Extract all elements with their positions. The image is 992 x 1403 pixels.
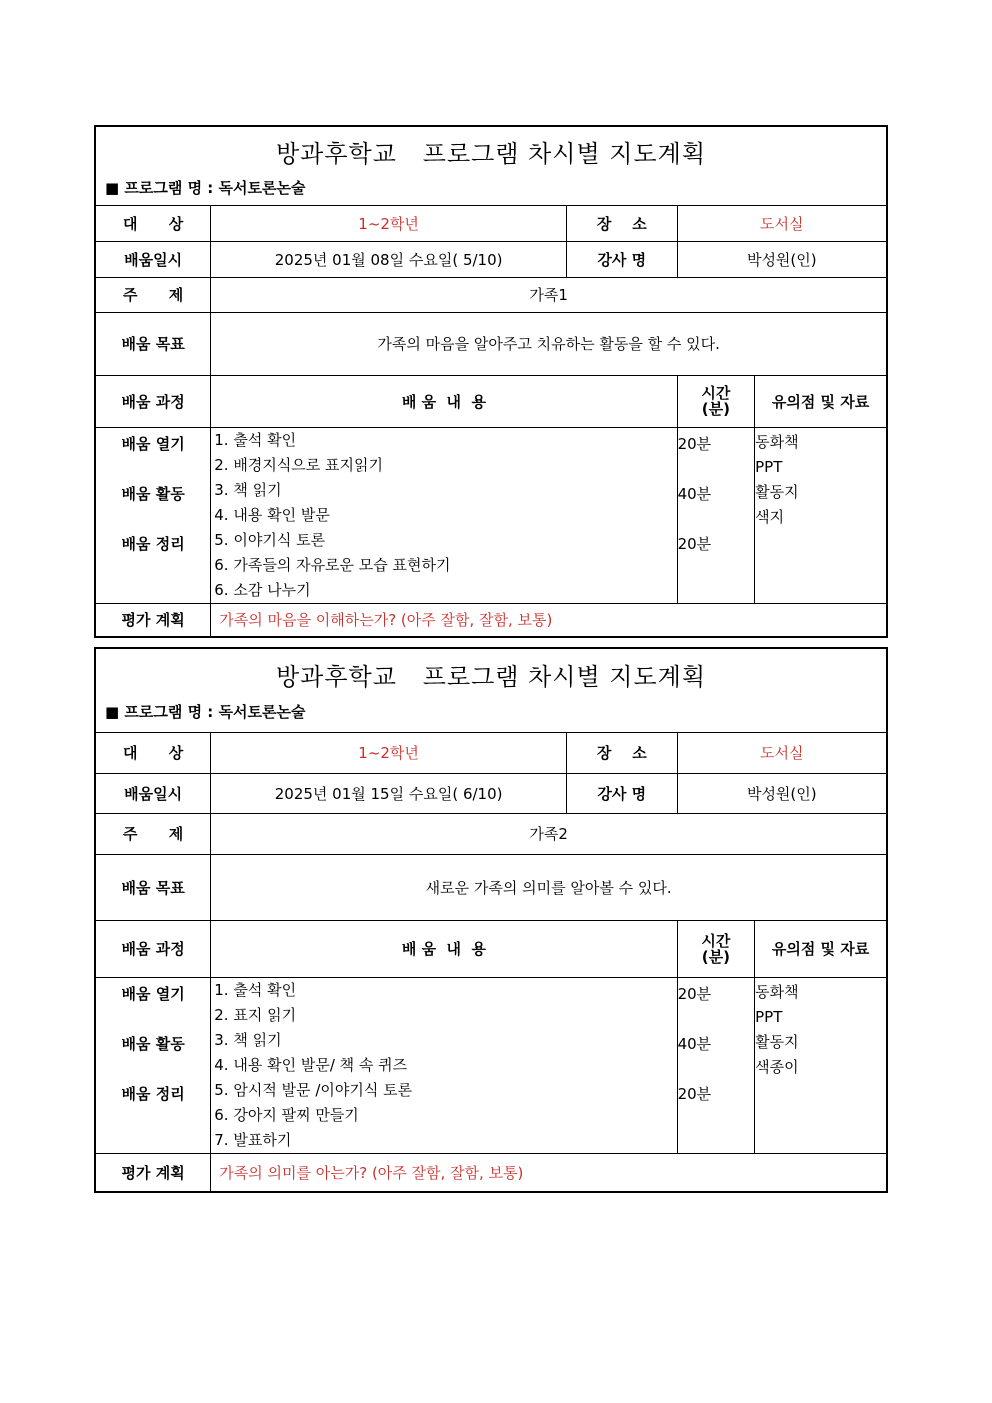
time-value: 40분 <box>677 484 712 503</box>
time-value: 20분 <box>677 1084 712 1103</box>
content-item: 2. 배경지식으로 표지읽기 <box>214 455 384 474</box>
time-header-line1: 시간 <box>701 384 731 402</box>
content-item: 6. 소감 나누기 <box>214 580 311 599</box>
goal-value: 가족의 마음을 알아주고 치유하는 활동을 할 수 있다. <box>211 312 886 375</box>
plan-title: 방과후학교 프로그램 차시별 지도계획 <box>275 663 707 691</box>
plan-header <box>96 127 886 206</box>
content-item: 5. 이야기식 토론 <box>214 530 326 549</box>
materials-label: 유의점 및 자료 <box>755 920 886 977</box>
content-item: 1. 출석 확인 <box>214 430 297 449</box>
plan-table <box>96 206 886 636</box>
content-item: 5. 암시적 발문 /이야기식 토론 <box>214 1080 413 1099</box>
stage-activity: 배움 활동 <box>121 484 185 503</box>
stage-open: 배움 열기 <box>121 984 185 1003</box>
date-label: 배움일시 <box>96 241 211 277</box>
topic-value: 가족2 <box>211 813 886 854</box>
time-header-line2: (분) <box>701 400 730 418</box>
time-header <box>677 375 755 427</box>
material-item: PPT <box>755 1007 783 1026</box>
date-value: 2025년 01월 08일 수요일( 5/10) <box>211 241 567 277</box>
time-value: 20분 <box>677 984 712 1003</box>
instructor-value: 박성원(인) <box>677 773 886 813</box>
time-value: 20분 <box>677 534 712 553</box>
place-label: 장 소 <box>566 206 677 241</box>
plan-title: 방과후학교 프로그램 차시별 지도계획 <box>275 140 707 168</box>
goal-label: 배움 목표 <box>96 854 211 920</box>
process-label: 배움 과정 <box>96 920 211 977</box>
instructor-label: 강사 명 <box>566 773 677 813</box>
time-header <box>677 920 755 977</box>
eval-label: 평가 계획 <box>96 1153 211 1191</box>
program-name: ■ 프로그램 명 : 독서토론논술 <box>105 179 306 197</box>
time-header-line2: (분) <box>701 947 730 966</box>
stages-cell <box>96 427 211 603</box>
content-item: 3. 책 읽기 <box>214 1030 282 1049</box>
stage-open: 배움 열기 <box>121 434 185 453</box>
times-cell <box>677 427 755 603</box>
topic-label: 주 제 <box>96 813 211 854</box>
content-item: 6. 강아지 팔찌 만들기 <box>214 1105 359 1124</box>
materials-label: 유의점 및 자료 <box>755 375 886 427</box>
material-item: 활동지 <box>755 482 799 501</box>
program-name: ■ 프로그램 명 : 독서토론논술 <box>105 703 306 721</box>
content-item: 7. 발표하기 <box>214 1130 292 1149</box>
target-value: 1~2학년 <box>211 206 567 241</box>
instructor-value: 박성원(인) <box>677 241 886 277</box>
place-value: 도서실 <box>677 206 886 241</box>
plan-table <box>96 733 886 1191</box>
material-item: 색종이 <box>755 1057 799 1076</box>
content-item: 2. 표지 읽기 <box>214 1005 297 1024</box>
time-value: 20분 <box>677 434 712 453</box>
content-item: 1. 출석 확인 <box>214 980 297 999</box>
materials-cell <box>755 977 886 1153</box>
lesson-plan-2 <box>94 647 888 1193</box>
content-label: 배 움 내 용 <box>211 920 677 977</box>
goal-value: 새로운 가족의 의미를 알아볼 수 있다. <box>211 854 886 920</box>
time-value: 40분 <box>677 1034 712 1053</box>
content-item: 3. 책 읽기 <box>214 480 282 499</box>
contents-cell <box>211 427 677 603</box>
eval-value: 가족의 마음을 이해하는가? (아주 잘함, 잘함, 보통) <box>211 603 886 636</box>
stage-activity: 배움 활동 <box>121 1034 185 1053</box>
stage-close: 배움 정리 <box>121 534 185 553</box>
materials-cell <box>755 427 886 603</box>
topic-label: 주 제 <box>96 277 211 312</box>
place-value: 도서실 <box>677 733 886 773</box>
content-label: 배 움 내 용 <box>211 375 677 427</box>
times-cell <box>677 977 755 1153</box>
stages-cell <box>96 977 211 1153</box>
material-item: 동화책 <box>755 432 799 451</box>
material-item: 동화책 <box>755 982 799 1001</box>
place-label: 장 소 <box>566 733 677 773</box>
goal-label: 배움 목표 <box>96 312 211 375</box>
eval-label: 평가 계획 <box>96 603 211 636</box>
material-item: 색지 <box>755 507 785 526</box>
date-value: 2025년 01월 15일 수요일( 6/10) <box>211 773 567 813</box>
contents-cell <box>211 977 677 1153</box>
date-label: 배움일시 <box>96 773 211 813</box>
content-item: 4. 내용 확인 발문 <box>214 505 330 524</box>
instructor-label: 강사 명 <box>566 241 677 277</box>
topic-value: 가족1 <box>211 277 886 312</box>
stage-close: 배움 정리 <box>121 1084 185 1103</box>
time-header-line1: 시간 <box>701 931 731 950</box>
plan-header <box>96 649 886 733</box>
eval-value: 가족의 의미를 아는가? (아주 잘함, 잘함, 보통) <box>211 1153 886 1191</box>
target-label: 대 상 <box>96 733 211 773</box>
process-label: 배움 과정 <box>96 375 211 427</box>
target-value: 1~2학년 <box>211 733 567 773</box>
target-label: 대 상 <box>96 206 211 241</box>
material-item: PPT <box>755 457 783 476</box>
content-item: 4. 내용 확인 발문/ 책 속 퀴즈 <box>214 1055 408 1074</box>
material-item: 활동지 <box>755 1032 799 1051</box>
lesson-plan-1 <box>94 125 888 638</box>
content-item: 6. 가족들의 자유로운 모습 표현하기 <box>214 555 451 574</box>
